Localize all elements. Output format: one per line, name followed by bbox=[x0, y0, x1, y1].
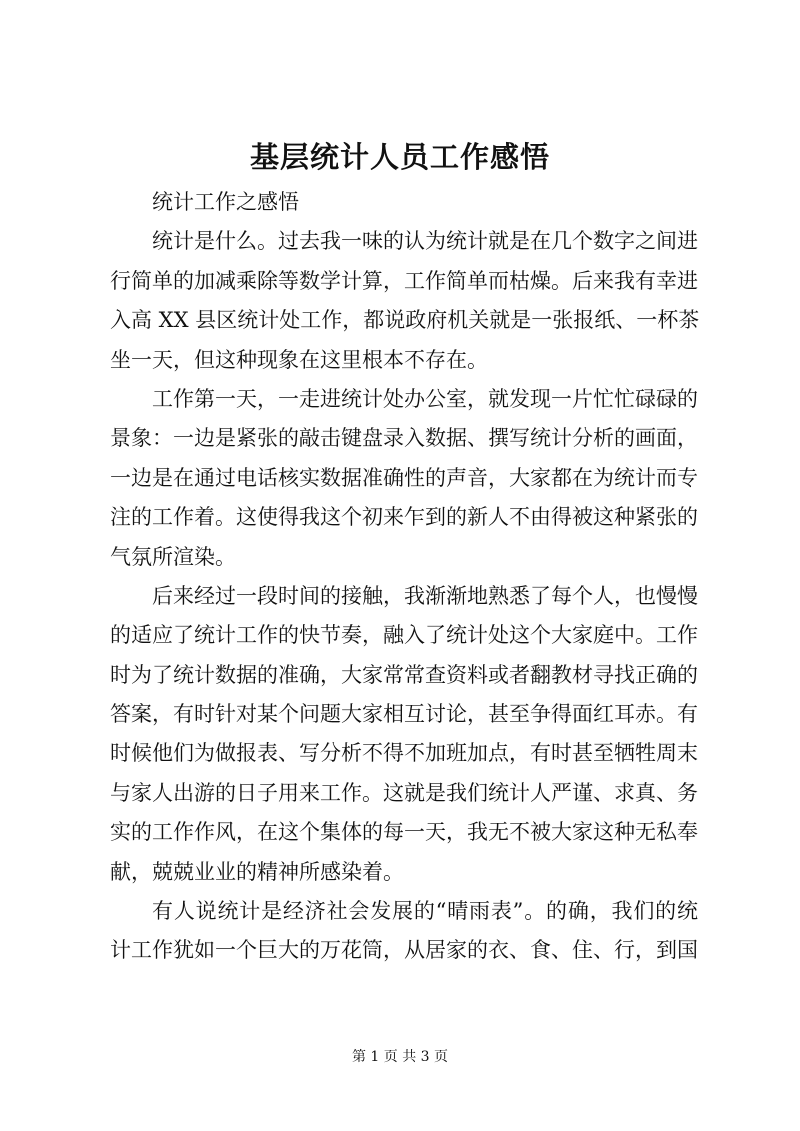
paragraph-line: 一边是在通过电话核实数据准确性的声音，大家都在为统计而专 bbox=[110, 465, 698, 490]
paragraph-line: 后来经过一段时间的接触，我渐渐地熟悉了每个人，也慢慢 bbox=[152, 583, 698, 608]
paragraph-line: 统计是什么。过去我一味的认为统计就是在几个数字之间进 bbox=[152, 229, 698, 254]
paragraph-line: 实的工作作风，在这个集体的每一天，我无不被大家这种无私奉 bbox=[110, 820, 698, 845]
paragraph-line: 入高 XX 县区统计处工作，都说政府机关就是一张报纸、一杯茶 bbox=[110, 308, 700, 333]
page-footer: 第 1 页 共 3 页 bbox=[351, 1049, 449, 1065]
document-title: 基层统计人员工作感悟 bbox=[249, 140, 550, 174]
section-heading: 统计工作之感悟 bbox=[152, 190, 299, 214]
paragraph-line: 气氛所渲染。 bbox=[110, 544, 236, 569]
paragraph-line: 与家人出游的日子用来工作。这就是我们统计人严谨、求真、务 bbox=[110, 780, 698, 805]
paragraph-line: 工作第一天，一走进统计处办公室，就发现一片忙忙碌碌的 bbox=[152, 386, 698, 411]
document-body bbox=[110, 183, 698, 971]
paragraph-line: 注的工作着。这使得我这个初来乍到的新人不由得被这种紧张的 bbox=[110, 505, 698, 530]
paragraph-line: 坐一天，但这种现象在这里根本不存在。 bbox=[110, 347, 488, 372]
paragraph-line: 时候他们为做报表、写分析不得不加班加点，有时甚至牺牲周末 bbox=[110, 741, 698, 766]
paragraph-line: 景象：一边是紧张的敲击键盘录入数据、撰写统计分析的画面， bbox=[110, 426, 698, 451]
paragraph-line: 的适应了统计工作的快节奏，融入了统计处这个大家庭中。工作 bbox=[110, 623, 698, 648]
paragraph-line: 计工作犹如一个巨大的万花筒，从居家的衣、食、住、行，到国 bbox=[110, 938, 698, 963]
paragraph-line: 献，兢兢业业的精神所感染着。 bbox=[110, 859, 404, 884]
paragraph-line: 时为了统计数据的准确，大家常常查资料或者翻教材寻找正确的 bbox=[110, 662, 698, 687]
paragraph-line: 有人说统计是经济社会发展的“晴雨表”。的确，我们的统 bbox=[152, 899, 698, 924]
paragraph-line: 行简单的加减乘除等数学计算，工作简单而枯燥。后来我有幸进 bbox=[110, 268, 698, 293]
paragraph-line: 答案，有时针对某个问题大家相互讨论，甚至争得面红耳赤。有 bbox=[110, 702, 698, 727]
